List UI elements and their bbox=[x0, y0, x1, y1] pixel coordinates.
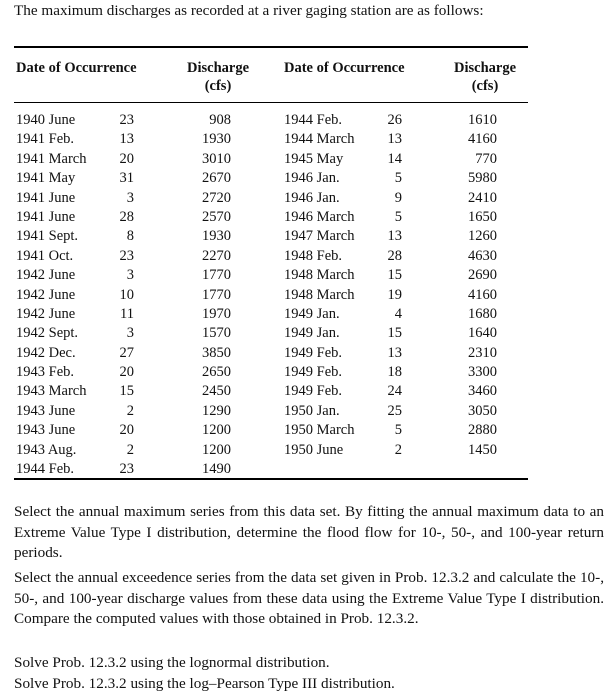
discharge-cell: 1930 bbox=[202, 131, 231, 148]
discharge-cell: 2310 bbox=[468, 344, 497, 361]
table-row bbox=[284, 266, 534, 285]
table-row bbox=[16, 441, 266, 460]
date-month-cell: 1943 Feb. bbox=[16, 364, 74, 381]
discharge-cell: 1930 bbox=[202, 228, 231, 245]
date-month-cell: 1949 Feb. bbox=[284, 383, 342, 400]
date-month-cell: 1941 Sept. bbox=[16, 228, 79, 245]
discharge-cell: 3050 bbox=[468, 402, 497, 419]
table-row bbox=[16, 130, 266, 149]
date-day-cell: 28 bbox=[387, 247, 402, 264]
discharge-cell: 1450 bbox=[468, 441, 497, 458]
date-month-cell: 1946 March bbox=[284, 208, 355, 225]
date-day-cell: 18 bbox=[387, 364, 402, 381]
date-month-cell: 1950 June bbox=[284, 441, 344, 458]
table-row bbox=[284, 208, 534, 227]
date-day-cell: 8 bbox=[126, 228, 134, 245]
date-day-cell: 27 bbox=[119, 344, 134, 361]
discharge-cell: 2650 bbox=[202, 364, 231, 381]
date-month-cell: 1942 Dec. bbox=[16, 344, 76, 361]
discharge-cell: 1770 bbox=[202, 267, 231, 284]
discharge-cell: 4630 bbox=[468, 247, 497, 264]
table-row bbox=[284, 305, 534, 324]
discharge-cell: 3460 bbox=[468, 383, 497, 400]
date-month-cell: 1941 May bbox=[16, 170, 76, 187]
date-month-cell: 1941 June bbox=[16, 208, 76, 225]
table-row bbox=[16, 402, 266, 421]
date-month-cell: 1941 March bbox=[16, 150, 87, 167]
discharge-cell: 2720 bbox=[202, 189, 231, 206]
table-row bbox=[16, 421, 266, 440]
date-month-cell: 1945 May bbox=[284, 150, 344, 167]
table-row bbox=[284, 227, 534, 246]
date-day-cell: 24 bbox=[387, 383, 402, 400]
discharge-cell: 1970 bbox=[202, 305, 231, 322]
date-month-cell: 1941 Oct. bbox=[16, 247, 74, 264]
problem-paragraph-4: Solve Prob. 12.3.2 using the log–Pearson Type III distribution. bbox=[14, 675, 395, 692]
date-month-cell: 1944 Feb. bbox=[284, 112, 342, 128]
table-top-rule bbox=[14, 46, 528, 48]
discharge-cell: 1570 bbox=[202, 325, 231, 342]
date-day-cell: 13 bbox=[387, 228, 402, 245]
discharge-cell: 2570 bbox=[202, 208, 231, 225]
discharge-cell: 1610 bbox=[468, 112, 497, 128]
discharge-cell: 770 bbox=[475, 150, 497, 167]
table-row bbox=[16, 227, 266, 246]
date-day-cell: 13 bbox=[387, 344, 402, 361]
date-day-cell: 28 bbox=[119, 208, 134, 225]
date-day-cell: 3 bbox=[126, 267, 134, 284]
date-day-cell: 31 bbox=[119, 170, 134, 187]
table-bottom-rule bbox=[14, 478, 528, 480]
date-month-cell: 1943 June bbox=[16, 422, 76, 439]
problem-paragraph-1: Select the annual maximum series from this data set. By fitting the annual maximum data to an Extreme Value Type I distribution, determine the flood flow for 10-, 50-, and 100-year return periods. bbox=[14, 503, 604, 561]
discharge-cell: 4160 bbox=[468, 286, 497, 303]
date-day-cell: 15 bbox=[119, 383, 134, 400]
date-month-cell: 1943 June bbox=[16, 402, 76, 419]
table-row bbox=[16, 247, 266, 266]
left-column-data bbox=[16, 111, 266, 479]
table-header-rule bbox=[14, 102, 528, 103]
date-month-cell: 1940 June bbox=[16, 112, 76, 128]
date-month-cell: 1943 Aug. bbox=[16, 441, 77, 458]
header-discharge-left bbox=[176, 59, 260, 95]
problem-paragraph-3: Solve Prob. 12.3.2 using the lognormal distribution. bbox=[14, 654, 330, 671]
header-date-left: Date of Occurrence bbox=[16, 60, 137, 76]
header-discharge-label: Discharge bbox=[186, 60, 249, 76]
table-row bbox=[284, 111, 534, 130]
header-discharge-right bbox=[443, 59, 527, 95]
date-day-cell: 20 bbox=[119, 364, 134, 381]
table-row bbox=[16, 324, 266, 343]
date-month-cell: 1950 Jan. bbox=[284, 402, 340, 419]
problem-paragraph-2: Select the annual exceedence series from the data set given in Prob. 12.3.2 and calculate the 10-, 50-, and 100-year discharge values from these data using the Extreme Value Type I distribution. Compare the computed values with those obtained in Prob. 12.3.2. bbox=[14, 569, 604, 627]
header-discharge-label: Discharge bbox=[453, 60, 516, 76]
date-day-cell: 4 bbox=[394, 305, 402, 322]
discharge-cell: 1260 bbox=[468, 228, 497, 245]
date-month-cell: 1949 Feb. bbox=[284, 344, 342, 361]
discharge-cell: 1650 bbox=[468, 208, 497, 225]
table-row bbox=[284, 189, 534, 208]
date-day-cell: 23 bbox=[119, 112, 134, 128]
table-row bbox=[284, 402, 534, 421]
discharge-cell: 2670 bbox=[202, 170, 231, 187]
date-month-cell: 1949 Feb. bbox=[284, 364, 342, 381]
date-month-cell: 1941 Feb. bbox=[16, 131, 74, 148]
date-month-cell: 1946 Jan. bbox=[284, 189, 340, 206]
date-day-cell: 15 bbox=[387, 267, 402, 284]
discharge-cell: 4160 bbox=[468, 131, 497, 148]
date-day-cell: 11 bbox=[120, 305, 134, 322]
table-row bbox=[16, 344, 266, 363]
discharge-cell: 1770 bbox=[202, 286, 231, 303]
header-date-right: Date of Occurrence bbox=[284, 60, 405, 76]
date-month-cell: 1944 March bbox=[284, 131, 355, 148]
table-row bbox=[284, 441, 534, 460]
date-day-cell: 26 bbox=[387, 112, 402, 128]
table-row bbox=[16, 111, 266, 130]
discharge-cell: 3300 bbox=[468, 364, 497, 381]
table-row bbox=[16, 189, 266, 208]
table-row bbox=[284, 344, 534, 363]
header-unit-label: (cfs) bbox=[471, 78, 499, 94]
date-day-cell: 2 bbox=[126, 441, 134, 458]
date-month-cell: 1942 June bbox=[16, 305, 76, 322]
date-day-cell: 13 bbox=[119, 131, 134, 148]
table-row bbox=[284, 363, 534, 382]
discharge-cell: 908 bbox=[209, 112, 231, 128]
table-row bbox=[16, 169, 266, 188]
date-month-cell: 1948 Feb. bbox=[284, 247, 342, 264]
discharge-cell: 1290 bbox=[202, 402, 231, 419]
date-month-cell: 1947 March bbox=[284, 228, 355, 245]
table-row bbox=[284, 324, 534, 343]
date-day-cell: 19 bbox=[387, 286, 402, 303]
date-day-cell: 2 bbox=[394, 441, 402, 458]
intro-text: The maximum discharges as recorded at a river gaging station are as follows: bbox=[14, 2, 484, 19]
discharge-cell: 2690 bbox=[468, 267, 497, 284]
date-month-cell: 1942 June bbox=[16, 267, 76, 284]
date-day-cell: 3 bbox=[126, 325, 134, 342]
date-month-cell: 1948 March bbox=[284, 286, 355, 303]
discharge-cell: 2270 bbox=[202, 247, 231, 264]
table-row bbox=[16, 286, 266, 305]
date-month-cell: 1949 Jan. bbox=[284, 325, 340, 342]
table-row bbox=[16, 382, 266, 401]
date-month-cell: 1948 March bbox=[284, 267, 355, 284]
date-day-cell: 9 bbox=[394, 189, 402, 206]
discharge-cell: 3010 bbox=[202, 150, 231, 167]
date-day-cell: 5 bbox=[394, 170, 402, 187]
table-row bbox=[284, 286, 534, 305]
date-day-cell: 23 bbox=[119, 247, 134, 264]
date-month-cell: 1944 Feb. bbox=[16, 461, 74, 478]
discharge-cell: 2880 bbox=[468, 422, 497, 439]
date-month-cell: 1950 March bbox=[284, 422, 355, 439]
date-day-cell: 2 bbox=[126, 402, 134, 419]
discharge-cell: 1640 bbox=[468, 325, 497, 342]
date-day-cell: 25 bbox=[387, 402, 402, 419]
date-month-cell: 1946 Jan. bbox=[284, 170, 340, 187]
table-row bbox=[284, 150, 534, 169]
table-row bbox=[16, 150, 266, 169]
date-month-cell: 1941 June bbox=[16, 189, 76, 206]
table-row bbox=[16, 266, 266, 285]
date-day-cell: 5 bbox=[394, 422, 402, 439]
table-row bbox=[284, 130, 534, 149]
table-row bbox=[16, 460, 266, 479]
discharge-cell: 5980 bbox=[468, 170, 497, 187]
date-day-cell: 10 bbox=[119, 286, 134, 303]
date-month-cell: 1943 March bbox=[16, 383, 87, 400]
discharge-cell: 1680 bbox=[468, 305, 497, 322]
date-day-cell: 20 bbox=[119, 422, 134, 439]
date-day-cell: 13 bbox=[387, 131, 402, 148]
date-day-cell: 15 bbox=[387, 325, 402, 342]
right-column-data bbox=[284, 111, 534, 460]
discharge-cell: 1200 bbox=[202, 441, 231, 458]
table-row bbox=[284, 382, 534, 401]
table-row bbox=[16, 305, 266, 324]
table-row bbox=[16, 363, 266, 382]
date-day-cell: 3 bbox=[126, 189, 134, 206]
discharge-cell: 1200 bbox=[202, 422, 231, 439]
table-row bbox=[16, 208, 266, 227]
table-row bbox=[284, 247, 534, 266]
date-month-cell: 1942 Sept. bbox=[16, 325, 79, 342]
discharge-cell: 1490 bbox=[202, 461, 231, 478]
date-day-cell: 5 bbox=[394, 208, 402, 225]
discharge-cell: 2450 bbox=[202, 383, 231, 400]
date-day-cell: 20 bbox=[119, 150, 134, 167]
discharge-cell: 2410 bbox=[468, 189, 497, 206]
date-month-cell: 1942 June bbox=[16, 286, 76, 303]
table-row bbox=[284, 421, 534, 440]
table-row bbox=[284, 169, 534, 188]
header-unit-label: (cfs) bbox=[204, 78, 232, 94]
date-month-cell: 1949 Jan. bbox=[284, 305, 340, 322]
date-day-cell: 14 bbox=[387, 150, 402, 167]
discharge-cell: 3850 bbox=[202, 344, 231, 361]
date-day-cell: 23 bbox=[119, 461, 134, 478]
